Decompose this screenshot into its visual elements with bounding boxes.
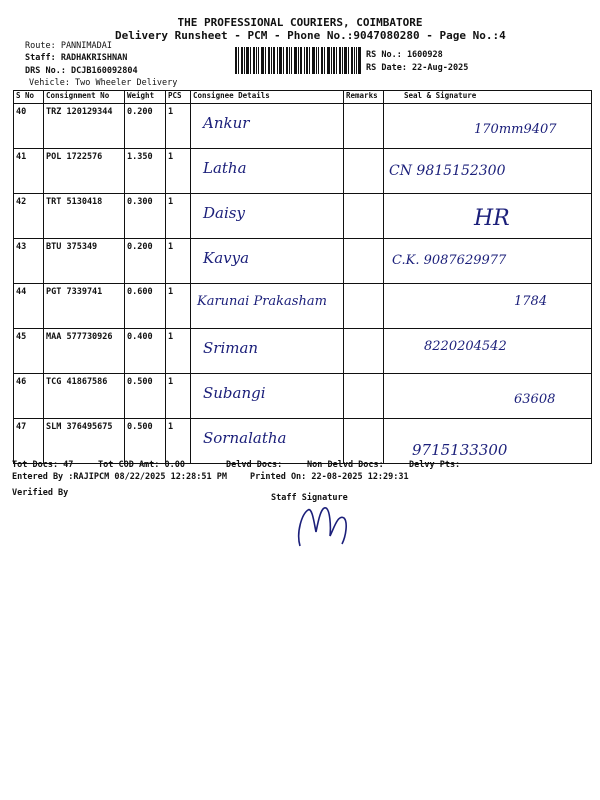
- row-consignee: Karunai Prakasham: [197, 294, 327, 309]
- row-pcs: 1: [168, 332, 174, 342]
- row-consignee: Sornalatha: [203, 429, 287, 447]
- table-row: [14, 284, 592, 329]
- row-consignment: TRT 5130418: [46, 197, 103, 207]
- row-signature: 170mm9407: [474, 122, 557, 137]
- row-sno: 40: [16, 107, 27, 117]
- col-header-remarks: Remarks: [344, 91, 384, 104]
- table-row: [14, 329, 592, 374]
- row-weight: 0.200: [127, 242, 153, 252]
- row-weight: 0.200: [127, 107, 153, 117]
- staff-signature-mark: [294, 502, 354, 550]
- row-weight: 0.500: [127, 377, 153, 387]
- row-consignee: Kavya: [203, 249, 250, 267]
- table-row: [14, 194, 592, 239]
- row-pcs: 1: [168, 197, 174, 207]
- total-cod-amount: Tot COD Amt: 0.00: [98, 460, 185, 470]
- row-consignment: TCG 41867586: [46, 377, 108, 387]
- verified-by-label: Verified By: [12, 488, 69, 498]
- non-delivered-docs: Non Delvd Docs:: [307, 460, 384, 470]
- staff-signature-label: Staff Signature: [271, 493, 348, 503]
- row-pcs: 1: [168, 107, 174, 117]
- row-pcs: 1: [168, 242, 174, 252]
- row-consignee: Subangi: [203, 384, 266, 402]
- col-header-sno: S No: [14, 91, 44, 104]
- row-sno: 47: [16, 422, 27, 432]
- col-header-pcs: PCS: [166, 91, 191, 104]
- table-row: [14, 374, 592, 419]
- company-title: THE PROFESSIONAL COURIERS, COIMBATORE: [177, 16, 423, 29]
- drs-number: DRS No.: DCJB160092804: [25, 66, 138, 76]
- row-consignee: Latha: [203, 159, 247, 177]
- table-row: [14, 419, 592, 464]
- row-consignee: Sriman: [203, 339, 259, 357]
- table-row: [14, 149, 592, 194]
- row-signature: C.K. 9087629977: [392, 253, 507, 268]
- row-sno: 43: [16, 242, 27, 252]
- delivery-points: Delvy Pts:: [409, 460, 461, 470]
- entered-by: Entered By :RAJIPCM 08/22/2025 12:28:51 PM: [12, 472, 227, 482]
- row-signature: 9715133300: [412, 441, 508, 459]
- col-header-consignee: Consignee Details: [191, 91, 344, 104]
- row-signature: 8220204542: [424, 339, 507, 354]
- rs-number: RS No.: 1600928: [366, 50, 443, 60]
- rs-date: RS Date: 22-Aug-2025: [366, 63, 469, 73]
- row-sno: 45: [16, 332, 27, 342]
- row-pcs: 1: [168, 287, 174, 297]
- row-sno: 41: [16, 152, 27, 162]
- row-weight: 0.500: [127, 422, 153, 432]
- row-remarks: [344, 284, 384, 329]
- row-consignee: Daisy: [203, 204, 245, 222]
- table-row: [14, 104, 592, 149]
- table-header-row: [14, 91, 592, 104]
- row-sno: 46: [16, 377, 27, 387]
- row-sno: 42: [16, 197, 27, 207]
- row-consignment: PGT 7339741: [46, 287, 103, 297]
- row-weight: 1.350: [127, 152, 153, 162]
- staff-label: Staff: RADHAKRISHNAN: [25, 53, 128, 63]
- barcode-image: [235, 47, 361, 74]
- row-consignment: BTU 375349: [46, 242, 98, 252]
- col-header-consignment: Consignment No: [44, 91, 125, 104]
- row-consignment: TRZ 120129344: [46, 107, 113, 117]
- row-consignee: Ankur: [203, 114, 250, 132]
- row-weight: 0.300: [127, 197, 153, 207]
- row-consignment: SLM 376495675: [46, 422, 113, 432]
- row-pcs: 1: [168, 377, 174, 387]
- row-signature: 63608: [514, 392, 556, 407]
- col-header-signature: Seal & Signature: [384, 91, 592, 104]
- row-signature: 1784: [514, 294, 548, 309]
- delivered-docs: Delvd Docs:: [226, 460, 283, 470]
- row-weight: 0.400: [127, 332, 153, 342]
- row-signature: CN 9815152300: [389, 163, 506, 179]
- table-row: [14, 239, 592, 284]
- row-sno: 44: [16, 287, 27, 297]
- printed-on: Printed On: 22-08-2025 12:29:31: [250, 472, 409, 482]
- total-docs: Tot Docs: 47: [12, 460, 74, 470]
- row-weight: 0.600: [127, 287, 153, 297]
- col-header-weight: Weight: [125, 91, 166, 104]
- row-consignment: MAA 577730926: [46, 332, 113, 342]
- row-pcs: 1: [168, 152, 174, 162]
- route-label: Route: PANNIMADAI: [25, 41, 112, 51]
- row-pcs: 1: [168, 422, 174, 432]
- vehicle-label: Vehicle: Two Wheeler Delivery: [29, 78, 178, 88]
- runsheet-title: Delivery Runsheet - PCM - Phone No.:9047080280 - Page No.:4: [115, 29, 506, 42]
- row-consignment: POL 1722576: [46, 152, 103, 162]
- row-signature: HR: [474, 206, 510, 231]
- runsheet-table: [13, 90, 592, 464]
